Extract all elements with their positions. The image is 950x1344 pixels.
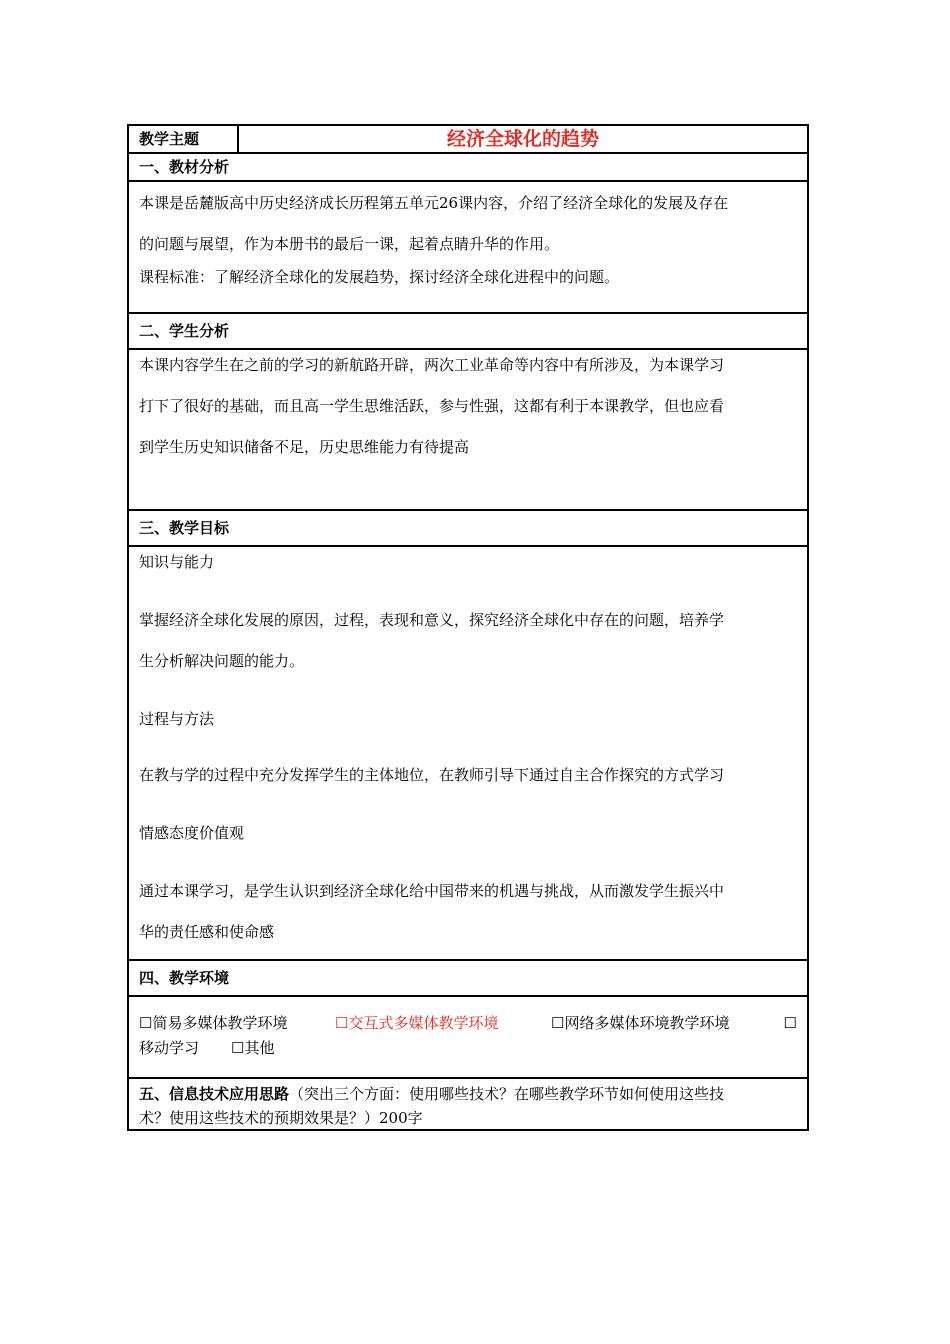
material-p1-line1: 本课是岳麓版高中历史经济成长历程第五单元26课内容，介绍了经济全球化的发展及存在 [139,194,729,212]
topic-row [128,125,808,153]
tech-line1 [139,1084,797,1104]
env-option-mobile-label: 移动学习 [139,1039,200,1057]
environment-options-line1 [139,1013,797,1033]
students-heading-row [128,313,808,349]
students-line3: 到学生历史知识储备不足，历史思维能力有待提高 [139,438,470,456]
material-p1-line2: 的问题与展望，作为本册书的最后一课，起着点睛升华的作用。 [139,235,560,253]
goals-emotion-title: 情感态度价值观 [139,824,245,842]
goals-method-title: 过程与方法 [139,710,215,728]
goals-method-line1: 在教与学的过程中充分发挥学生的主体地位，在教师引导下通过自主合作探究的方式学习 [139,766,725,784]
students-content-row [128,349,808,510]
material-heading-row [128,153,808,181]
lesson-plan-table [127,124,809,1131]
section-heading-environment: 四、教学环境 [128,960,808,996]
material-curriculum-standard: 课程标准：了解经济全球化的发展趋势，探讨经济全球化进程中的问题。 [139,268,620,286]
environment-options-line2 [139,1038,797,1058]
section-heading-tech: 五、信息技术应用思路 [139,1085,290,1103]
environment-content [128,996,808,1078]
environment-content-row [128,996,808,1078]
goals-knowledge-title: 知识与能力 [139,553,215,571]
students-content [128,349,808,510]
goals-heading-row [128,510,808,546]
tech-row [128,1078,808,1130]
students-line2: 打下了很好的基础，而且高一学生思维活跃，参与性强，这都有利于本课教学，但也应看 [139,397,725,415]
goals-emotion-line2: 华的责任感和使命感 [139,923,275,941]
students-line1: 本课内容学生在之前的学习的新航路开辟，两次工业革命等内容中有所涉及，为本课学习 [139,356,725,374]
section-heading-material: 一、教材分析 [128,153,808,181]
goals-emotion-line1: 通过本课学习，是学生认识到经济全球化给中国带来的机遇与挑战，从而激发学生振兴中 [139,882,725,900]
topic-title: 经济全球化的趋势 [238,125,808,153]
goals-content [128,546,808,960]
tech-content [128,1078,808,1130]
environment-heading-row [128,960,808,996]
tech-line1-rest: （突出三个方面：使用哪些技术？在哪些教学环节如何使用这些技 [289,1085,725,1103]
goals-content-row [128,546,808,960]
topic-label: 教学主题 [128,125,238,153]
material-content [128,181,808,313]
env-option-simple-multimedia[interactable]: ☐简易多媒体教学环境 [139,1014,288,1032]
material-content-row [128,181,808,313]
env-option-other[interactable]: ☐其他 [231,1039,275,1057]
env-option-interactive-multimedia[interactable]: ☐交互式多媒体教学环境 [335,1014,499,1032]
goals-knowledge-line2: 生分析解决问题的能力。 [139,652,305,670]
env-option-network-multimedia[interactable]: ☐网络多媒体环境教学环境 [551,1014,730,1032]
goals-knowledge-line1: 掌握经济全球化发展的原因，过程，表现和意义，探究经济全球化中存在的问题，培养学 [139,611,725,629]
section-heading-goals: 三、教学目标 [128,510,808,546]
section-heading-students: 二、学生分析 [128,313,808,349]
tech-line2: 术？使用这些技术的预期效果是？）200字 [139,1109,423,1127]
env-option-mobile-checkbox[interactable]: ☐ [783,1014,797,1032]
